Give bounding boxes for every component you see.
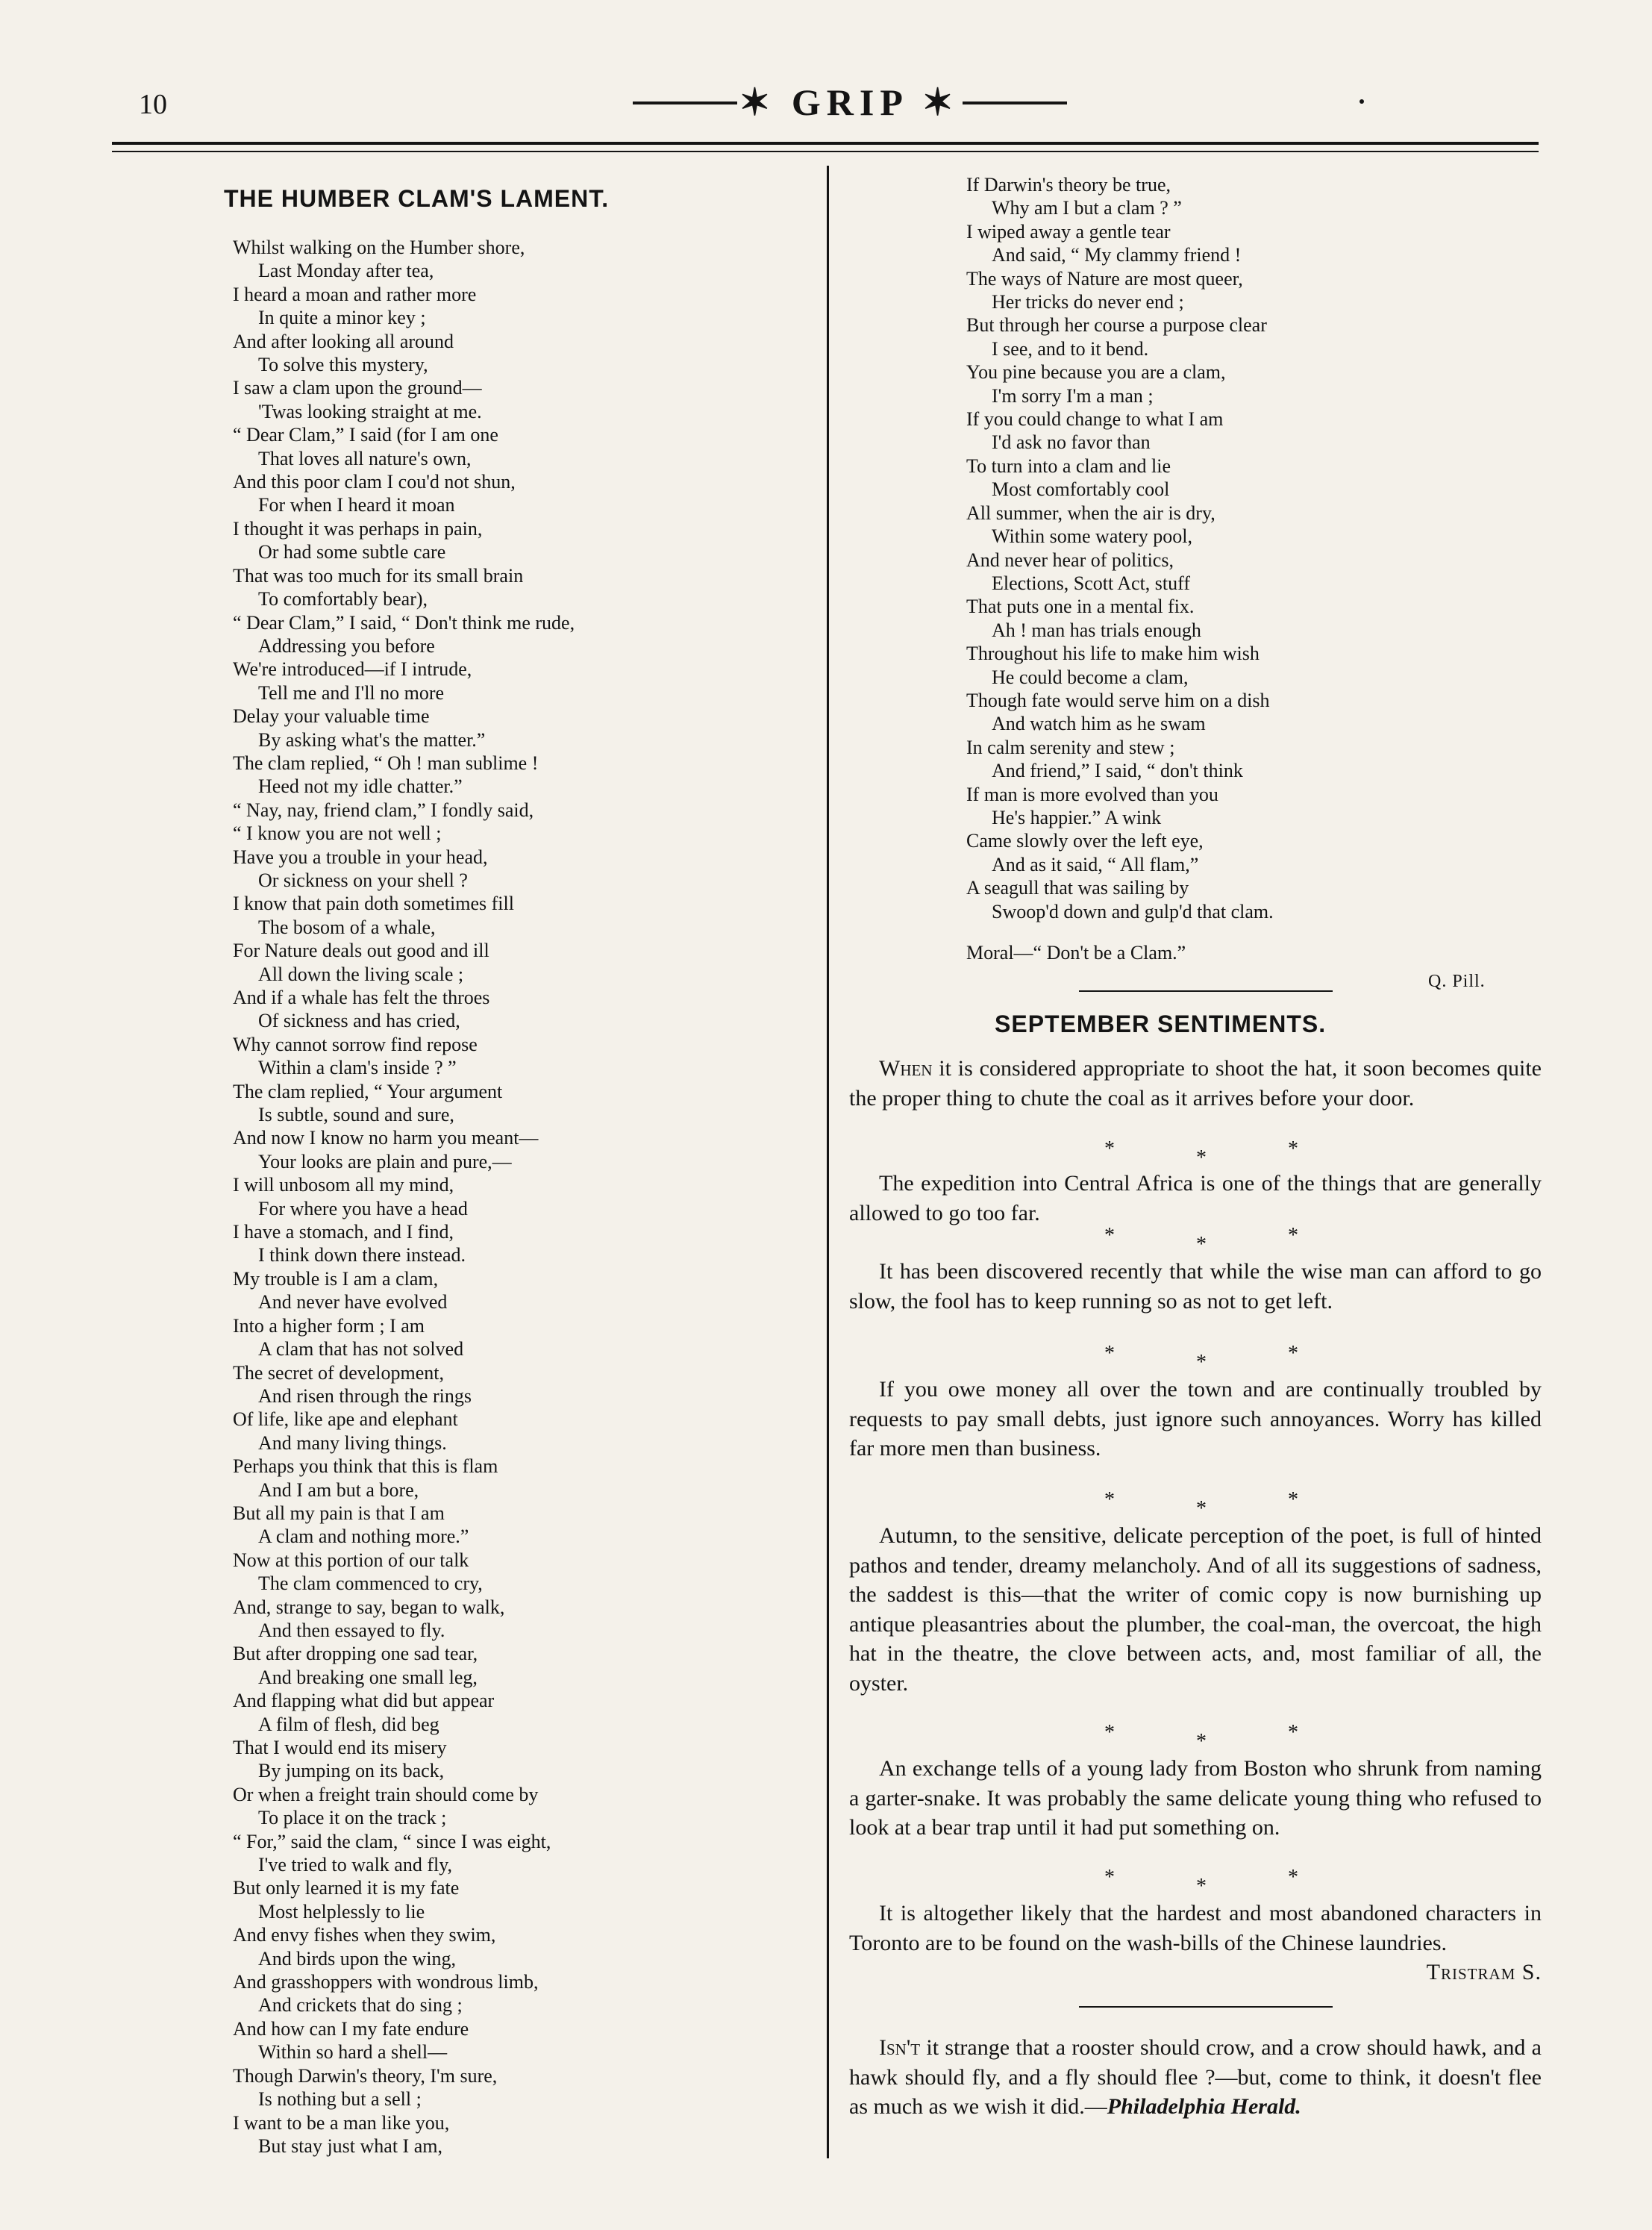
poem-line: Your looks are plain and pure,— [258,1150,512,1172]
poem-line: I wiped away a gentle tear [966,220,1171,243]
poem-line: And this poor clam I cou'd not shun, [233,471,516,493]
poem-line: Though Darwin's theory, I'm sure, [233,2064,498,2087]
header-rule-thick [112,142,1539,145]
sentiments-signature: Tristram S. [1426,1960,1542,1984]
poem-line: A clam that has not solved [258,1338,464,1361]
poem-line: Delay your valuable time [233,705,430,728]
rooster-paragraph [849,2033,1542,2122]
poem-line: If man is more evolved than you [966,783,1218,805]
poem-line: Came slowly over the left eye, [966,830,1204,852]
poem-line: The clam replied, “ Your argument [233,1080,503,1102]
poem-line: For Nature deals out good and ill [233,940,489,962]
poem-line: I'd ask no favor than [992,431,1151,454]
poem-line: For where you have a head [258,1197,468,1219]
paragraph-4 [849,1375,1542,1464]
star-divider-4: * * * [1104,1488,1298,1520]
poem-line: 'Twas looking straight at me. [258,400,482,422]
poem-line: Why cannot sorrow find repose [233,1033,478,1055]
poem-line: That puts one in a mental fix. [966,596,1195,618]
poem-line: He could become a clam, [992,666,1189,688]
poem-line: I think down there instead. [258,1244,466,1267]
poem-line: But after dropping one sad tear, [233,1643,478,1665]
poem-line: I want to be a man like you, [233,2111,450,2134]
poem-line: A film of flesh, did beg [258,1713,439,1735]
paragraph-6 [849,1754,1542,1843]
poem-line: I saw a clam upon the ground— [233,377,482,399]
poem-line: You pine because you are a clam, [966,361,1226,384]
column-divider [827,166,829,2158]
paragraph-5 [849,1521,1542,1698]
poem-line: But all my pain is that I am [233,1502,445,1524]
poem-line: To turn into a clam and lie [966,455,1171,477]
poem-line: By asking what's the matter.” [258,728,486,751]
rooster-lead: Isn't [879,2035,921,2060]
poem-line: And now I know no harm you meant— [233,1127,539,1149]
poem-line: Last Monday after tea, [258,260,434,282]
poem-line: And after looking all around [233,330,454,352]
header-dot [1360,99,1364,104]
poem-line: He's happier.” A wink [992,806,1162,828]
poem-line: “ Dear Clam,” I said (for I am one [233,424,498,446]
masthead-text: GRIP [791,81,907,123]
poem-line: And risen through the rings [258,1384,472,1407]
poem-line: But only learned it is my fate [233,1877,460,1899]
header-ornament-right [963,101,1067,104]
poem-line: If Darwin's theory be true, [966,174,1171,196]
poem-line: And how can I my fate endure [233,2017,469,2040]
poem-line: The bosom of a whale, [258,916,436,938]
poem-line: The clam replied, “ Oh ! man sublime ! [233,752,539,774]
poem-line: Within a clam's inside ? ” [258,1057,457,1079]
poem-line: I've tried to walk and fly, [258,1854,453,1876]
poem-left-column [233,236,575,2158]
poem-line: We're introduced—if I intrude, [233,658,472,681]
header-rule-thin [112,151,1539,152]
poem-line: Or when a freight train should come by [233,1783,539,1805]
poem-line: But stay just what I am, [258,2134,442,2157]
poem-line: Ah ! man has trials enough [992,619,1201,641]
poem-line: Of life, like ape and elephant [233,1408,458,1431]
paragraph-6-text: An exchange tells of a young lady from Boston who shrunk from naming a garter-snake. It was probably the same delicate young thing who refused to look at a bear trap until it had put something on. [849,1756,1542,1840]
star-divider-2: * * * [1104,1224,1298,1256]
poem-line: That was too much for its small brain [233,564,524,587]
star-divider-5: * * * [1104,1721,1298,1753]
poem-line: To place it on the track ; [258,1807,447,1829]
poem-line: Within some watery pool, [992,525,1193,548]
poem-line: I heard a moan and rather more [233,283,477,305]
poem-title: THE HUMBER CLAM'S LAMENT. [224,185,610,212]
paragraph-3-text: It has been discovered recently that while the wise man can afford to go slow, the fool has to keep running so as not to get left. [849,1259,1542,1314]
poem-signature: Q. Pill. [1428,972,1486,991]
poem-line: The secret of development, [233,1361,444,1384]
paragraph-2 [849,1169,1542,1228]
paragraph-1-text: it is considered appropriate to shoot the hat, it soon becomes quite the proper thing to chute the coal as it arrives before your door. [849,1056,1542,1111]
section-end-rule [1079,2006,1333,2008]
poem-line: Within so hard a shell— [258,2041,448,2064]
paragraph-7-text: It is altogether likely that the hardest and most abandoned characters in Toronto are to be found on the wash-bills of the Chinese laundries. [849,1901,1542,1955]
poem-line: And birds upon the wing, [258,1947,457,1970]
poem-line: In quite a minor key ; [258,307,426,329]
poem-line: The clam commenced to cry, [258,1572,483,1595]
rooster-text: it strange that a rooster should crow, and a crow should hawk, and a hawk should fly, and a fly should flee ?—but, come to think, it doesn't flee as much as we wish it did.— [849,2035,1542,2119]
poem-line: And never hear of politics, [966,549,1174,571]
poem-line: By jumping on its back, [258,1760,445,1782]
poem-line: The ways of Nature are most queer, [966,267,1243,290]
poem-line: To solve this mystery, [258,354,428,376]
star-divider-3: * * * [1104,1342,1298,1374]
poem-line: And never have evolved [258,1291,448,1314]
section-title: SEPTEMBER SENTIMENTS. [995,1011,1327,1037]
paragraph-1 [849,1054,1542,1113]
poem-line: And then essayed to fly. [258,1619,445,1641]
poem-line: Most helplessly to lie [258,1900,425,1923]
masthead-title: ✶ GRIP ✶ [739,81,960,123]
poem-line: Now at this portion of our talk [233,1549,469,1571]
poem-line: For when I heard it moan [258,494,455,516]
poem-line: And friend,” I said, “ don't think [992,760,1243,782]
paragraph-5-text: Autumn, to the sensitive, delicate perception of the poet, is full of hinted pathos and tender, dreamy melancholy. And of all its suggestions of sadness, the saddest is this—that the writer of comic copy is now burnishing up antique pleasantries about the plumber, the coal-man, the overcoat, the high hat in the theatre, the clove between acts, and, most familiar of all, the oyster. [849,1523,1542,1696]
poem-right-column [966,173,1274,923]
poem-line: Addressing you before [258,634,435,657]
poem-line: Tell me and I'll no more [258,681,445,704]
paragraph-4-text: If you owe money all over the town and are continually troubled by requests to pay small debts, just ignore such annoyances. Worry has killed far more men than business. [849,1377,1542,1461]
poem-line: All summer, when the air is dry, [966,502,1215,524]
poem-line: I have a stomach, and I find, [233,1221,454,1243]
poem-line: And flapping what did but appear [233,1690,495,1712]
paragraph-7 [849,1899,1542,1987]
paragraph-2-text: The expedition into Central Africa is one of the things that are generally allowed to go too far. [849,1171,1542,1225]
star-divider-6: * * * [1104,1866,1298,1898]
poem-line: Perhaps you think that this is flam [233,1455,498,1478]
rooster-source: Philadelphia Herald. [1107,2094,1301,2119]
poem-line: And, strange to say, began to walk, [233,1596,505,1618]
poem-line: And if a whale has felt the throes [233,987,490,1008]
page-number: 10 [139,89,167,120]
poem-line: Her tricks do never end ; [992,291,1184,313]
poem-line: Or had some subtle care [258,541,446,563]
poem-line: And grasshoppers with wondrous limb, [233,1971,539,1993]
poem-line: I thought it was perhaps in pain, [233,517,483,540]
poem-line: And as it said, “ All flam,” [992,853,1199,875]
poem-moral: Moral—“ Don't be a Clam.” [966,942,1186,963]
poem-line: “ Nay, nay, friend clam,” I fondly said, [233,799,534,821]
poem-line: And crickets that do sing ; [258,1994,463,2017]
paragraph-3 [849,1257,1542,1316]
poem-line: Have you a trouble in your head, [233,846,488,868]
poem-line: I see, and to it bend. [992,337,1149,360]
poem-line: A clam and nothing more.” [258,1525,469,1548]
poem-line: I will unbosom all my mind, [233,1174,454,1196]
poem-line: “ For,” said the clam, “ since I was eight, [233,1830,551,1852]
star-divider-1: * * * [1104,1137,1298,1169]
poem-line: Why am I but a clam ? ” [992,197,1182,219]
poem-line: All down the living scale ; [258,963,464,985]
poem-line: And said, “ My clammy friend ! [992,244,1242,266]
poem-line: I'm sorry I'm a man ; [992,384,1154,407]
poem-line: In calm serenity and stew ; [966,736,1175,758]
poem-line: Is subtle, sound and sure, [258,1104,454,1126]
poem-line: My trouble is I am a clam, [233,1267,439,1290]
poem-line: Or sickness on your shell ? [258,869,468,891]
poem-line: And envy fishes when they swim, [233,1924,496,1946]
poem-line: Most comfortably cool [992,478,1170,501]
poem-line: And I am but a bore, [258,1478,419,1501]
poem-line: And watch him as he swam [992,713,1206,735]
poem-line: But through her course a purpose clear [966,314,1267,337]
poem-line: I know that pain doth sometimes fill [233,893,514,915]
poem-line: If you could change to what I am [966,408,1224,431]
poem-line: Though fate would serve him on a dish [966,689,1270,711]
paragraph-1-lead: When [879,1056,933,1081]
poem-end-rule [1079,990,1333,992]
poem-line: Into a higher form ; I am [233,1314,425,1337]
poem-line: That I would end its misery [233,1737,447,1758]
poem-line: Of sickness and has cried, [258,1010,460,1032]
poem-line: And many living things. [258,1431,447,1454]
poem-line: Throughout his life to make him wish [966,643,1260,665]
poem-line: A seagull that was sailing by [966,877,1189,899]
poem-line: Elections, Scott Act, stuff [992,572,1190,594]
poem-line: “ Dear Clam,” I said, “ Don't think me rude, [233,611,575,634]
poem-line: Whilst walking on the Humber shore, [233,237,525,258]
poem-line: “ I know you are not well ; [233,822,442,845]
poem-line: To comfortably bear), [258,588,428,610]
poem-line: That loves all nature's own, [258,447,472,469]
poem-line: Heed not my idle chatter.” [258,775,463,798]
poem-line: Swoop'd down and gulp'd that clam. [992,900,1274,922]
poem-line: Is nothing but a sell ; [258,2088,422,2111]
poem-line: And breaking one small leg, [258,1666,478,1688]
